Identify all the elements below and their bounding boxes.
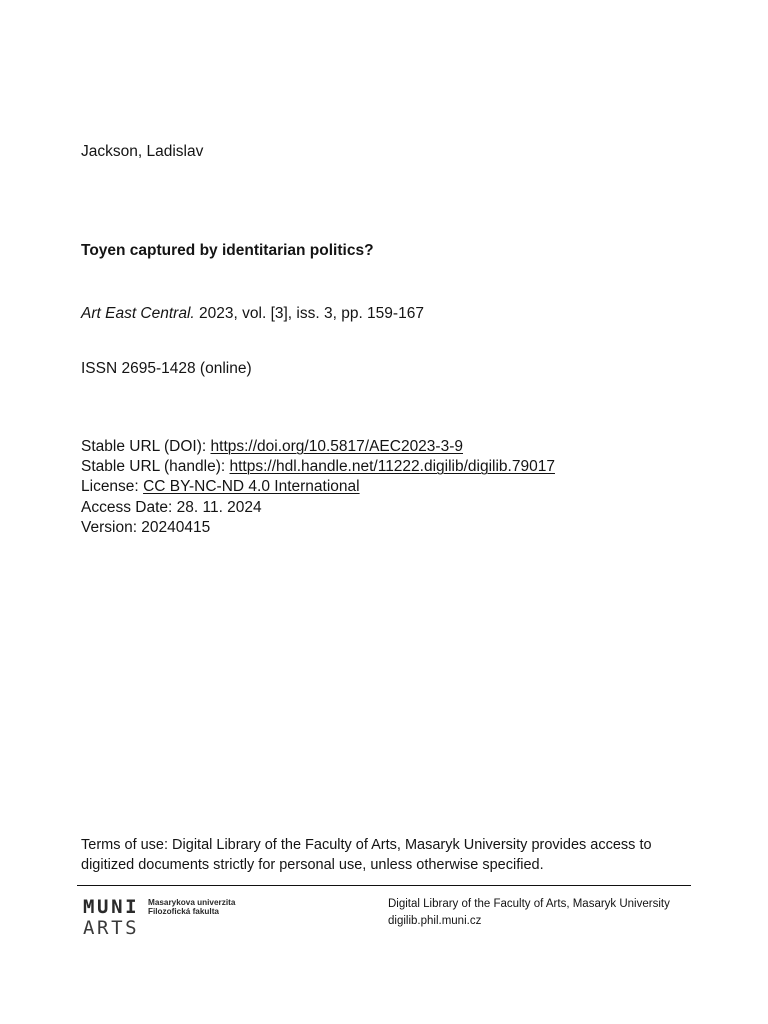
- license-label: License:: [81, 478, 139, 496]
- citation-details: 2023, vol. [3], iss. 3, pp. 159-167: [199, 305, 424, 322]
- handle-link[interactable]: https://hdl.handle.net/11222.digilib/digilib.79017: [229, 458, 555, 476]
- library-name: Digital Library of the Faculty of Arts, Masaryk University: [388, 898, 670, 910]
- library-info: [388, 896, 670, 930]
- license-link[interactable]: CC BY-NC-ND 4.0 International: [143, 478, 360, 496]
- library-url: digilib.phil.muni.cz: [388, 915, 482, 927]
- logo-university-name: Masarykova univerzita: [148, 898, 236, 907]
- terms-of-use: [81, 835, 652, 875]
- issn: ISSN 2695-1428 (online): [81, 360, 252, 377]
- license-row: [81, 477, 555, 497]
- author-name: Jackson, Ladislav: [81, 143, 204, 160]
- article-title: Toyen captured by identitarian politics?: [81, 242, 374, 259]
- citation: [81, 304, 424, 324]
- doi-label: Stable URL (DOI):: [81, 438, 207, 455]
- handle-label: Stable URL (handle):: [81, 458, 226, 476]
- metadata-block: [81, 437, 555, 538]
- doi-link[interactable]: https://doi.org/10.5817/AEC2023-3-9: [210, 438, 463, 455]
- terms-line: Terms of use: Digital Library of the Faculty of Arts, Masaryk University provides access to: [81, 837, 652, 853]
- footer-divider: [77, 885, 691, 886]
- muni-arts-logo: [83, 897, 253, 941]
- terms-line: digitized documents strictly for personal use, unless otherwise specified.: [81, 857, 544, 873]
- logo-muni-wordmark: MUNI: [83, 896, 140, 918]
- access-date: Access Date: 28. 11. 2024: [81, 498, 262, 516]
- logo-faculty-name: Filozofická fakulta: [148, 907, 219, 916]
- handle-row: [81, 457, 555, 477]
- version: Version: 20240415: [81, 518, 211, 536]
- logo-arts-wordmark: ARTS: [83, 917, 140, 939]
- doi-row: [81, 437, 555, 457]
- citation-journal: Art East Central.: [81, 305, 195, 322]
